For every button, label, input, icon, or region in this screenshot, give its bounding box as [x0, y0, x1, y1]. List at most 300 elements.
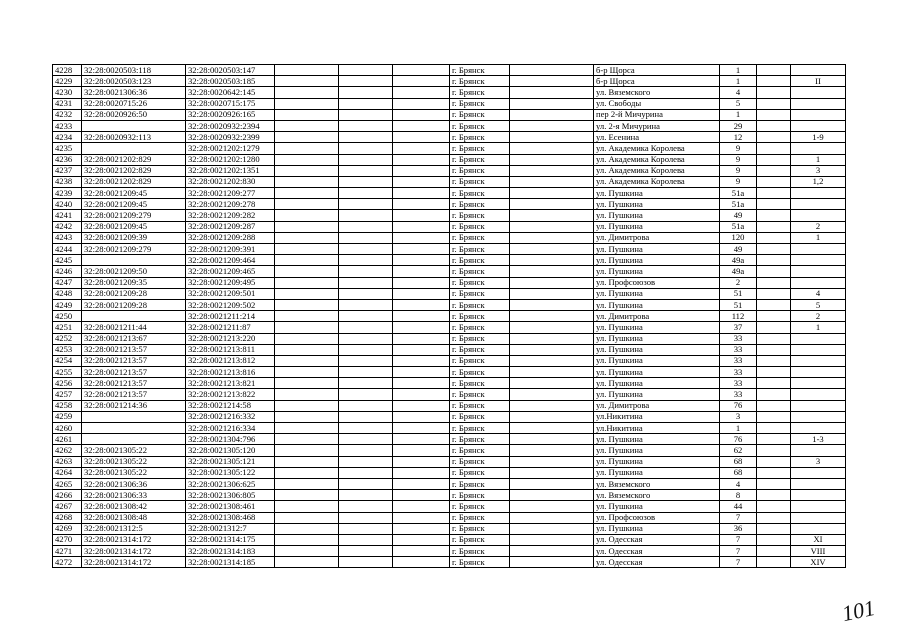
cell-street: ул. Есенина: [594, 132, 720, 143]
cell-apartment: 1: [791, 154, 846, 165]
cell-empty: [393, 132, 450, 143]
cell-city: г. Брянск: [450, 199, 510, 210]
cell-empty: [275, 210, 339, 221]
cell-empty: [339, 546, 393, 557]
cell-empty: [275, 557, 339, 568]
cell-city: г. Брянск: [450, 98, 510, 109]
cell-empty: [339, 389, 393, 400]
cell-empty: [757, 490, 791, 501]
cell-apartment: 5: [791, 299, 846, 310]
table-row: [53, 120, 846, 131]
cell-cadastral-number-1: 32:28:0021209:50: [82, 266, 186, 277]
cell-cadastral-number-2: 32:28:0021216:332: [186, 411, 275, 422]
cell-empty: [339, 467, 393, 478]
table-row: [53, 65, 846, 76]
cell-city: г. Брянск: [450, 221, 510, 232]
cell-empty: [393, 423, 450, 434]
cell-cadastral-number-2: 32:28:0020715:175: [186, 98, 275, 109]
cell-house-number: 51: [720, 299, 757, 310]
cell-empty: [339, 456, 393, 467]
cell-empty: [275, 65, 339, 76]
cell-empty: [393, 501, 450, 512]
cell-cadastral-number-1: 32:28:0021213:57: [82, 367, 186, 378]
cell-row-number: 4261: [53, 434, 82, 445]
cell-cadastral-number-2: 32:28:0021306:805: [186, 490, 275, 501]
cell-street: ул. Пушкина: [594, 322, 720, 333]
cell-street: ул. Пушкина: [594, 299, 720, 310]
cell-house-number: 33: [720, 389, 757, 400]
cell-street: ул. Пушкина: [594, 266, 720, 277]
cell-street: ул. Пушкина: [594, 389, 720, 400]
cell-row-number: 4252: [53, 333, 82, 344]
cell-house-number: 9: [720, 176, 757, 187]
cell-apartment: [791, 333, 846, 344]
cell-row-number: 4253: [53, 344, 82, 355]
cell-city: г. Брянск: [450, 400, 510, 411]
cell-cadastral-number-2: 32:28:0020926:165: [186, 109, 275, 120]
cell-apartment: 2: [791, 221, 846, 232]
cell-row-number: 4267: [53, 501, 82, 512]
cell-cadastral-number-1: [82, 423, 186, 434]
cell-cadastral-number-1: 32:28:0021314:172: [82, 546, 186, 557]
cell-empty: [393, 400, 450, 411]
cell-empty: [510, 478, 594, 489]
cell-empty: [757, 534, 791, 545]
cell-house-number: 7: [720, 546, 757, 557]
cell-apartment: 1-9: [791, 132, 846, 143]
cell-house-number: 49: [720, 210, 757, 221]
cell-street: ул. Одесская: [594, 534, 720, 545]
cell-cadastral-number-2: 32:28:0021209:501: [186, 288, 275, 299]
cell-empty: [510, 120, 594, 131]
cell-row-number: 4268: [53, 512, 82, 523]
cell-apartment: [791, 188, 846, 199]
cell-cadastral-number-1: 32:28:0021305:22: [82, 467, 186, 478]
cell-empty: [393, 523, 450, 534]
cell-apartment: [791, 423, 846, 434]
cell-empty: [339, 165, 393, 176]
table-row: [53, 411, 846, 422]
cell-cadastral-number-1: 32:28:0020932:113: [82, 132, 186, 143]
cell-empty: [275, 311, 339, 322]
cell-empty: [339, 501, 393, 512]
cell-empty: [339, 266, 393, 277]
cell-empty: [393, 311, 450, 322]
table-row: [53, 490, 846, 501]
cell-city: г. Брянск: [450, 232, 510, 243]
cell-empty: [757, 557, 791, 568]
cell-city: г. Брянск: [450, 288, 510, 299]
registry-rows: [53, 65, 846, 568]
cell-house-number: 62: [720, 445, 757, 456]
cell-empty: [275, 478, 339, 489]
cell-empty: [275, 546, 339, 557]
cell-apartment: [791, 367, 846, 378]
table-row: [53, 344, 846, 355]
cell-city: г. Брянск: [450, 423, 510, 434]
cell-cadastral-number-1: 32:28:0021209:279: [82, 210, 186, 221]
cell-city: г. Брянск: [450, 87, 510, 98]
cell-empty: [757, 478, 791, 489]
cell-apartment: XIV: [791, 557, 846, 568]
cell-empty: [275, 456, 339, 467]
cell-house-number: 51а: [720, 199, 757, 210]
cell-city: г. Брянск: [450, 344, 510, 355]
cell-city: г. Брянск: [450, 165, 510, 176]
table-row: [53, 98, 846, 109]
cell-house-number: 68: [720, 456, 757, 467]
cell-row-number: 4237: [53, 165, 82, 176]
cell-street: ул. Вяземского: [594, 87, 720, 98]
page-number: 101: [839, 594, 878, 627]
cell-empty: [510, 188, 594, 199]
cell-empty: [339, 400, 393, 411]
cell-cadastral-number-1: [82, 120, 186, 131]
cell-empty: [510, 445, 594, 456]
cell-empty: [757, 512, 791, 523]
cell-row-number: 4233: [53, 120, 82, 131]
cell-empty: [757, 232, 791, 243]
cell-row-number: 4262: [53, 445, 82, 456]
cell-cadastral-number-1: 32:28:0021209:35: [82, 277, 186, 288]
cell-empty: [393, 210, 450, 221]
cell-empty: [757, 467, 791, 478]
cell-cadastral-number-2: 32:28:0021211:87: [186, 322, 275, 333]
cell-row-number: 4264: [53, 467, 82, 478]
table-row: [53, 434, 846, 445]
cell-empty: [339, 76, 393, 87]
cell-empty: [757, 76, 791, 87]
cell-cadastral-number-2: 32:28:0021209:278: [186, 199, 275, 210]
cell-cadastral-number-2: 32:28:0021202:1351: [186, 165, 275, 176]
cell-empty: [339, 367, 393, 378]
cell-apartment: [791, 255, 846, 266]
cell-apartment: 2: [791, 311, 846, 322]
cell-row-number: 4271: [53, 546, 82, 557]
cell-empty: [393, 87, 450, 98]
cell-empty: [510, 311, 594, 322]
cell-house-number: 76: [720, 400, 757, 411]
cell-empty: [275, 523, 339, 534]
cell-street: ул. Академика Королева: [594, 154, 720, 165]
cell-city: г. Брянск: [450, 378, 510, 389]
cell-empty: [275, 355, 339, 366]
cell-empty: [393, 98, 450, 109]
cell-city: г. Брянск: [450, 355, 510, 366]
cell-apartment: [791, 344, 846, 355]
cell-empty: [339, 445, 393, 456]
cell-empty: [510, 210, 594, 221]
cell-street: ул. Профсоюзов: [594, 512, 720, 523]
cell-cadastral-number-1: 32:28:0021305:22: [82, 445, 186, 456]
cell-city: г. Брянск: [450, 534, 510, 545]
cell-empty: [393, 154, 450, 165]
cell-cadastral-number-1: 32:28:0021211:44: [82, 322, 186, 333]
cell-empty: [510, 132, 594, 143]
cell-empty: [510, 277, 594, 288]
table-row: [53, 132, 846, 143]
cell-cadastral-number-1: [82, 255, 186, 266]
cell-house-number: 2: [720, 277, 757, 288]
cell-house-number: 49: [720, 244, 757, 255]
cell-house-number: 1: [720, 109, 757, 120]
cell-empty: [510, 523, 594, 534]
cell-empty: [510, 199, 594, 210]
cell-city: г. Брянск: [450, 512, 510, 523]
cell-empty: [393, 244, 450, 255]
cell-street: ул. Пушкина: [594, 445, 720, 456]
cell-street: б-р Щорса: [594, 65, 720, 76]
cell-empty: [510, 87, 594, 98]
cell-row-number: 4239: [53, 188, 82, 199]
cell-street: ул. Пушкина: [594, 467, 720, 478]
table-row: [53, 188, 846, 199]
cell-street: пер 2-й Мичурина: [594, 109, 720, 120]
table-row: [53, 355, 846, 366]
cell-city: г. Брянск: [450, 523, 510, 534]
cell-city: г. Брянск: [450, 490, 510, 501]
cell-empty: [275, 467, 339, 478]
cell-empty: [510, 322, 594, 333]
cell-empty: [510, 98, 594, 109]
cell-street: ул. Димитрова: [594, 311, 720, 322]
cell-city: г. Брянск: [450, 277, 510, 288]
table-row: [53, 165, 846, 176]
cell-cadastral-number-1: 32:28:0021202:829: [82, 165, 186, 176]
cell-empty: [275, 512, 339, 523]
cell-city: г. Брянск: [450, 299, 510, 310]
cell-empty: [757, 221, 791, 232]
table-row: [53, 266, 846, 277]
cell-empty: [510, 221, 594, 232]
cell-cadastral-number-2: 32:28:0021209:277: [186, 188, 275, 199]
cell-house-number: 51: [720, 288, 757, 299]
cell-row-number: 4256: [53, 378, 82, 389]
cell-city: г. Брянск: [450, 210, 510, 221]
table-row: [53, 367, 846, 378]
cell-empty: [339, 244, 393, 255]
cell-row-number: 4236: [53, 154, 82, 165]
cell-street: ул. 2-я Мичурина: [594, 120, 720, 131]
cell-empty: [510, 288, 594, 299]
cell-empty: [339, 534, 393, 545]
cell-empty: [339, 299, 393, 310]
cell-cadastral-number-1: 32:28:0021209:45: [82, 199, 186, 210]
cell-empty: [510, 557, 594, 568]
table-row: [53, 467, 846, 478]
cell-cadastral-number-2: 32:28:0021213:812: [186, 355, 275, 366]
cell-empty: [510, 534, 594, 545]
cell-empty: [757, 299, 791, 310]
cell-empty: [275, 221, 339, 232]
cell-cadastral-number-2: 32:28:0021214:58: [186, 400, 275, 411]
cell-empty: [275, 501, 339, 512]
cell-empty: [339, 423, 393, 434]
cell-apartment: [791, 210, 846, 221]
cell-cadastral-number-2: 32:28:0021314:183: [186, 546, 275, 557]
cell-empty: [393, 266, 450, 277]
cell-apartment: 4: [791, 288, 846, 299]
table-row: [53, 210, 846, 221]
table-row: [53, 277, 846, 288]
cell-cadastral-number-2: 32:28:0021209:495: [186, 277, 275, 288]
cell-empty: [393, 355, 450, 366]
cell-street: б-р Щорса: [594, 76, 720, 87]
cell-apartment: 1-3: [791, 434, 846, 445]
cell-empty: [275, 109, 339, 120]
table-row: [53, 445, 846, 456]
cell-cadastral-number-1: 32:28:0021306:33: [82, 490, 186, 501]
table-row: [53, 423, 846, 434]
cell-cadastral-number-2: 32:28:0021202:1279: [186, 143, 275, 154]
cell-empty: [510, 255, 594, 266]
cell-city: г. Брянск: [450, 109, 510, 120]
cell-row-number: 4232: [53, 109, 82, 120]
cell-row-number: 4263: [53, 456, 82, 467]
cell-empty: [757, 501, 791, 512]
cell-cadastral-number-2: 32:28:0021209:502: [186, 299, 275, 310]
cell-row-number: 4228: [53, 65, 82, 76]
cell-cadastral-number-2: 32:28:0020503:147: [186, 65, 275, 76]
cell-empty: [757, 199, 791, 210]
cell-empty: [275, 378, 339, 389]
cell-cadastral-number-1: [82, 434, 186, 445]
cell-house-number: 33: [720, 378, 757, 389]
registry-table: [52, 64, 846, 568]
cell-cadastral-number-2: 32:28:0021305:120: [186, 445, 275, 456]
cell-cadastral-number-1: 32:28:0020926:50: [82, 109, 186, 120]
cell-empty: [339, 132, 393, 143]
cell-house-number: 4: [720, 87, 757, 98]
cell-empty: [757, 98, 791, 109]
cell-cadastral-number-2: 32:28:0021213:220: [186, 333, 275, 344]
cell-empty: [339, 176, 393, 187]
cell-empty: [393, 333, 450, 344]
cell-empty: [757, 389, 791, 400]
cell-street: ул. Пушкина: [594, 501, 720, 512]
cell-empty: [510, 423, 594, 434]
cell-house-number: 29: [720, 120, 757, 131]
cell-city: г. Брянск: [450, 434, 510, 445]
cell-house-number: 7: [720, 557, 757, 568]
cell-cadastral-number-1: [82, 311, 186, 322]
cell-empty: [339, 120, 393, 131]
cell-empty: [275, 490, 339, 501]
cell-empty: [275, 299, 339, 310]
cell-row-number: 4269: [53, 523, 82, 534]
cell-apartment: [791, 65, 846, 76]
cell-city: г. Брянск: [450, 456, 510, 467]
cell-cadastral-number-1: 32:28:0021202:829: [82, 176, 186, 187]
cell-city: г. Брянск: [450, 501, 510, 512]
cell-row-number: 4255: [53, 367, 82, 378]
cell-street: ул. Пушкина: [594, 355, 720, 366]
cell-empty: [393, 221, 450, 232]
cell-empty: [757, 523, 791, 534]
cell-empty: [510, 367, 594, 378]
cell-empty: [339, 557, 393, 568]
cell-cadastral-number-1: 32:28:0021209:279: [82, 244, 186, 255]
cell-house-number: 120: [720, 232, 757, 243]
cell-house-number: 9: [720, 143, 757, 154]
cell-empty: [393, 176, 450, 187]
cell-empty: [393, 188, 450, 199]
cell-house-number: 1: [720, 423, 757, 434]
cell-street: ул. Академика Королева: [594, 143, 720, 154]
cell-empty: [510, 333, 594, 344]
cell-empty: [757, 132, 791, 143]
cell-empty: [275, 132, 339, 143]
cell-street: ул. Димитрова: [594, 232, 720, 243]
cell-cadastral-number-2: 32:28:0021213:816: [186, 367, 275, 378]
table-row: [53, 288, 846, 299]
cell-empty: [275, 232, 339, 243]
cell-empty: [275, 333, 339, 344]
table-row: [53, 143, 846, 154]
cell-empty: [757, 411, 791, 422]
cell-apartment: [791, 490, 846, 501]
cell-row-number: 4231: [53, 98, 82, 109]
cell-cadastral-number-1: 32:28:0021209:45: [82, 188, 186, 199]
cell-cadastral-number-2: 32:28:0021305:121: [186, 456, 275, 467]
cell-empty: [393, 199, 450, 210]
cell-city: г. Брянск: [450, 176, 510, 187]
cell-row-number: 4260: [53, 423, 82, 434]
cell-empty: [393, 76, 450, 87]
cell-city: г. Брянск: [450, 546, 510, 557]
cell-house-number: 33: [720, 367, 757, 378]
cell-street: ул.Никитина: [594, 411, 720, 422]
cell-empty: [757, 266, 791, 277]
cell-cadastral-number-2: 32:28:0021213:811: [186, 344, 275, 355]
cell-house-number: 112: [720, 311, 757, 322]
cell-cadastral-number-2: 32:28:0021308:461: [186, 501, 275, 512]
cell-house-number: 4: [720, 478, 757, 489]
cell-row-number: 4235: [53, 143, 82, 154]
cell-city: г. Брянск: [450, 478, 510, 489]
cell-row-number: 4246: [53, 266, 82, 277]
cell-empty: [275, 76, 339, 87]
cell-empty: [757, 400, 791, 411]
cell-house-number: 5: [720, 98, 757, 109]
cell-street: ул. Пушкина: [594, 344, 720, 355]
cell-empty: [393, 322, 450, 333]
cell-cadastral-number-1: 32:28:0021202:829: [82, 154, 186, 165]
cell-row-number: 4229: [53, 76, 82, 87]
cell-empty: [393, 490, 450, 501]
cell-row-number: 4249: [53, 299, 82, 310]
cell-city: г. Брянск: [450, 266, 510, 277]
cell-street: ул. Академика Королева: [594, 165, 720, 176]
cell-empty: [510, 434, 594, 445]
cell-empty: [393, 546, 450, 557]
cell-empty: [393, 367, 450, 378]
cell-street: ул. Пушкина: [594, 255, 720, 266]
cell-empty: [757, 87, 791, 98]
cell-empty: [275, 367, 339, 378]
cell-cadastral-number-2: 32:28:0021306:625: [186, 478, 275, 489]
cell-empty: [275, 143, 339, 154]
cell-empty: [757, 277, 791, 288]
cell-row-number: 4265: [53, 478, 82, 489]
table-row: [53, 400, 846, 411]
table-row: [53, 322, 846, 333]
cell-city: г. Брянск: [450, 188, 510, 199]
cell-row-number: 4244: [53, 244, 82, 255]
cell-empty: [275, 411, 339, 422]
cell-empty: [757, 355, 791, 366]
cell-empty: [339, 277, 393, 288]
